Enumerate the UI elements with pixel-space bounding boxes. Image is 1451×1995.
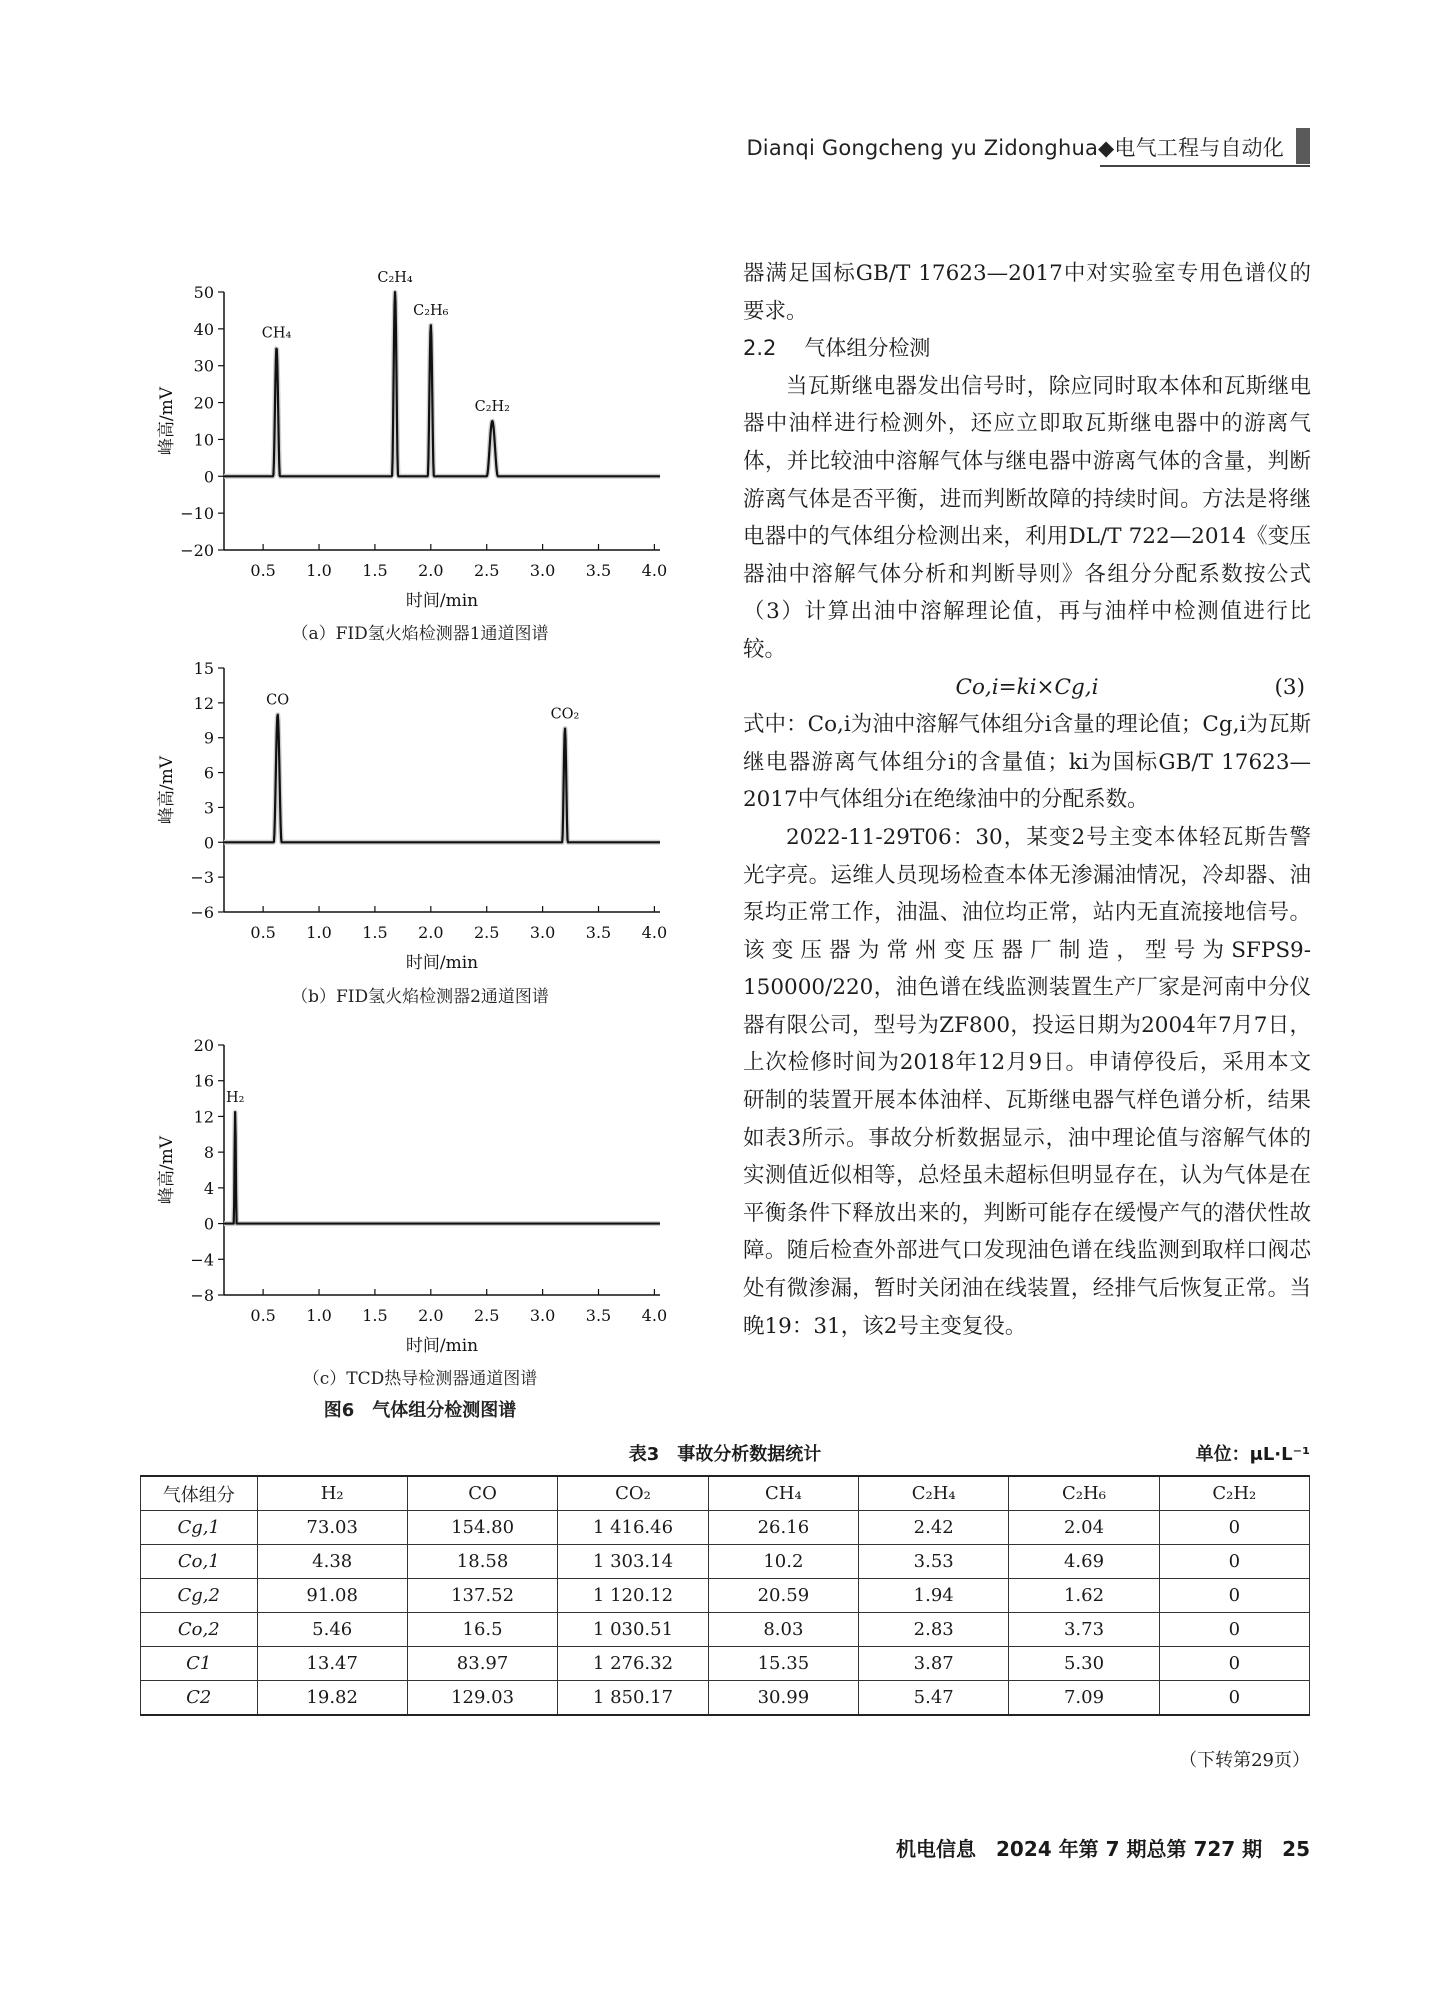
section-title: 气体组分检测	[804, 336, 931, 361]
continued-note: （下转第29页）	[1179, 1750, 1310, 1771]
y-axis-label: 峰高/mV	[157, 755, 177, 825]
table-cell: Co,2	[141, 1613, 258, 1647]
y-tick-label: 6	[203, 763, 214, 783]
table-cell: 2.42	[859, 1511, 1009, 1545]
data-table	[140, 1475, 1310, 1716]
body-column	[743, 255, 1311, 1345]
x-tick-label: 2.5	[473, 561, 500, 580]
paragraph-3: 2022-11-29T06：30，某变2号主变本体轻瓦斯告警光字亮。运维人员现场检查本体无渗漏油情况，冷却器、油泵均正常工作，油温、油位均正常，站内无直流接地信号。该变压器为常州变压器厂制造，型号为SFPS9-150000/220，油色谱在线监测装置生产厂家是河南中分仪器有限公司，型号为ZF800，投运日期为2004年7月7日，上次检修时间为2018年12月9日。申请停役后，采用本文研制的装置开展本体油样、瓦斯继电器气样色谱分析，结果如表3所示。事故分析数据显示，油中理论值与溶解气体的实测值近似相等，总烃虽未超标但明显存在，认为气体是在平衡条件下释放出来的，判断可能存在缓慢产气的潜伏性故障。随后检查外部进气口发现油色谱在线监测到取样口阀芯处有微渗漏，暂时关闭油在线装置，经排气后恢复正常。当晚19：31，该2号主变复役。	[743, 824, 1311, 1339]
x-tick-label: 2.0	[418, 561, 444, 580]
table-cell: C2	[141, 1681, 258, 1716]
y-tick-label: 20	[193, 393, 214, 413]
figure-panel-a	[157, 262, 680, 644]
y-tick-label: −10	[180, 504, 214, 524]
trace-halo	[224, 715, 660, 843]
table-cell: 129.03	[407, 1681, 557, 1716]
subcaption-a: （a）FID氢火焰检测器1通道图谱	[291, 624, 549, 644]
table-cell: 19.82	[257, 1681, 407, 1716]
x-tick-label: 2.0	[418, 923, 444, 942]
y-tick-label: 0	[203, 833, 214, 853]
y-tick-label: 12	[193, 1107, 214, 1127]
table-cell: 3.73	[1009, 1613, 1159, 1647]
x-tick-label: 3.0	[529, 561, 556, 580]
figure-panel-b	[157, 650, 680, 1007]
table-cell: Cg,1	[141, 1511, 258, 1545]
y-tick-label: 0	[203, 1214, 214, 1234]
y-tick-label: 8	[203, 1143, 214, 1163]
table-header-cell: C₂H₂	[1159, 1476, 1309, 1511]
table-cell: 10.2	[708, 1545, 858, 1579]
y-tick-label: 9	[203, 728, 214, 748]
peak-label: CO₂	[550, 706, 580, 723]
y-tick-label: −20	[180, 541, 214, 560]
section-number: 2.2	[743, 336, 777, 361]
y-tick-label: 0	[203, 467, 214, 487]
chart-tcd	[157, 1027, 680, 1362]
table-cell: 1 303.14	[558, 1545, 708, 1579]
table-row	[141, 1511, 1310, 1545]
table-cell: 1 030.51	[558, 1613, 708, 1647]
table-cell: C1	[141, 1647, 258, 1681]
peak-label: H₂	[225, 1089, 245, 1106]
header-bar	[1296, 128, 1310, 164]
subcaption-c: （c）TCD热导检测器通道图谱	[302, 1369, 538, 1389]
running-title: Dianqi Gongcheng yu Zidonghua◆电气工程与自动化	[746, 136, 1284, 160]
subcaption-b: （b）FID氢火焰检测器2通道图谱	[291, 987, 549, 1007]
table-cell: 4.38	[257, 1545, 407, 1579]
table-header-cell: C₂H₄	[859, 1476, 1009, 1511]
y-tick-label: 16	[193, 1071, 214, 1091]
x-tick-label: 1.0	[306, 923, 332, 942]
x-tick-label: 0.5	[250, 1306, 276, 1325]
table-row	[141, 1613, 1310, 1647]
paragraph-1: 当瓦斯继电器发出信号时，除应同时取本体和瓦斯继电器中油样进行检测外，还应立即取瓦斯继电器中的游离气体，并比较油中溶解气体与继电器中游离气体的含量，判断游离气体是否平衡，进而判断故障的持续时间。方法是将继电器中的气体组分检测出来，利用DL/T 722—2014《变压器油中溶解气体分析和判断导则》各组分分配系数按公式（3）计算出油中溶解理论值，再与油样中检测值进行比较。	[743, 373, 1311, 662]
table-cell: 3.87	[859, 1647, 1009, 1681]
table-cell: 15.35	[708, 1647, 858, 1681]
equation-number: (3)	[1274, 674, 1305, 700]
x-tick-label: 4.0	[641, 1306, 668, 1325]
table-cell: 0	[1159, 1545, 1309, 1579]
table-cell: 154.80	[407, 1511, 557, 1545]
peak-label: CO	[266, 692, 290, 709]
table-header-cell: CO₂	[558, 1476, 708, 1511]
table-row	[141, 1545, 1310, 1579]
table-cell: 4.69	[1009, 1545, 1159, 1579]
chart-fid-1	[157, 262, 680, 617]
y-axis-label: 峰高/mV	[157, 386, 177, 456]
page-footer: 机电信息 2024 年第 7 期总第 727 期 25	[896, 1837, 1310, 1861]
table-header-cell: C₂H₆	[1009, 1476, 1159, 1511]
trace-halo	[224, 1112, 660, 1223]
chromatogram-trace	[224, 1112, 660, 1223]
x-tick-label: 3.5	[585, 923, 612, 942]
peak-label: CH₄	[261, 325, 292, 342]
x-axis-label: 时间/min	[405, 1336, 479, 1356]
table-body	[141, 1511, 1310, 1716]
table-cell: 18.58	[407, 1545, 557, 1579]
x-tick-label: 4.0	[641, 561, 668, 580]
table-cell: 8.03	[708, 1613, 858, 1647]
table-title: 表3 事故分析数据统计	[628, 1444, 822, 1465]
x-tick-label: 0.5	[250, 923, 276, 942]
table-header-cell: CO	[407, 1476, 557, 1511]
table-cell: 26.16	[708, 1511, 858, 1545]
table-cell: 1.94	[859, 1579, 1009, 1613]
figure-caption: 图6 气体组分检测图谱	[323, 1400, 517, 1421]
table-header-cell: CH₄	[708, 1476, 858, 1511]
x-tick-label: 4.0	[641, 923, 668, 942]
table-cell: 2.04	[1009, 1511, 1159, 1545]
table-row	[141, 1579, 1310, 1613]
table-cell: Cg,2	[141, 1579, 258, 1613]
table-row	[141, 1681, 1310, 1716]
x-tick-label: 1.5	[362, 923, 388, 942]
table-row	[141, 1647, 1310, 1681]
table-cell: 3.53	[859, 1545, 1009, 1579]
x-axis-label: 时间/min	[405, 953, 479, 973]
table-cell: 0	[1159, 1613, 1309, 1647]
table-cell: 7.09	[1009, 1681, 1159, 1716]
table-cell: Co,1	[141, 1545, 258, 1579]
table-cell: 1 276.32	[558, 1647, 708, 1681]
equation-body: Co,i=ki×Cg,i	[955, 674, 1099, 700]
table-cell: 83.97	[407, 1647, 557, 1681]
table-header-cell: H₂	[257, 1476, 407, 1511]
peak-label: C₂H₄	[377, 270, 413, 286]
table-cell: 13.47	[257, 1647, 407, 1681]
x-tick-label: 2.5	[473, 1306, 500, 1325]
y-tick-label: 50	[193, 283, 214, 302]
header-rule	[1100, 165, 1310, 167]
table-cell: 137.52	[407, 1579, 557, 1613]
y-tick-label: −8	[190, 1286, 214, 1305]
chart-fid-2	[157, 650, 680, 980]
table-cell: 91.08	[257, 1579, 407, 1613]
paragraph-2: 式中：Co,i为油中溶解气体组分i含量的理论值；Cg,i为瓦斯继电器游离气体组分i的含量值；ki为国标GB/T 17623—2017中气体组分i在绝缘油中的分配系数。	[743, 712, 1311, 813]
x-axis-label: 时间/min	[405, 591, 479, 611]
y-tick-label: −3	[190, 868, 214, 888]
table-cell: 20.59	[708, 1579, 858, 1613]
running-header	[746, 128, 1310, 168]
paragraph-0: 器满足国标GB/T 17623—2017中对实验室专用色谱仪的要求。	[743, 261, 1311, 324]
chromatogram-trace	[224, 292, 660, 476]
x-tick-label: 2.0	[418, 1306, 444, 1325]
x-tick-label: 1.5	[362, 1306, 388, 1325]
y-axis-label: 峰高/mV	[157, 1135, 177, 1205]
x-tick-label: 3.0	[529, 1306, 556, 1325]
y-tick-label: −4	[190, 1250, 214, 1270]
table-cell: 16.5	[407, 1613, 557, 1647]
x-tick-label: 3.0	[529, 923, 556, 942]
y-tick-label: 30	[193, 356, 214, 376]
table-unit: 单位：μL·L⁻¹	[1195, 1444, 1310, 1465]
table-cell: 73.03	[257, 1511, 407, 1545]
table-cell: 30.99	[708, 1681, 858, 1716]
x-tick-label: 1.5	[362, 561, 388, 580]
table-header-cell: 气体组分	[141, 1476, 258, 1511]
table-cell: 0	[1159, 1681, 1309, 1716]
x-tick-label: 3.5	[585, 1306, 612, 1325]
table-cell: 0	[1159, 1511, 1309, 1545]
table-cell: 1.62	[1009, 1579, 1159, 1613]
y-tick-label: 4	[203, 1178, 214, 1198]
table-cell: 1 850.17	[558, 1681, 708, 1716]
chromatogram-trace	[224, 715, 660, 843]
x-tick-label: 1.0	[306, 1306, 332, 1325]
table-cell: 1 416.46	[558, 1511, 708, 1545]
y-tick-label: 40	[193, 319, 214, 339]
y-tick-label: 10	[193, 430, 214, 450]
table-cell: 2.83	[859, 1613, 1009, 1647]
x-tick-label: 0.5	[250, 561, 276, 580]
x-tick-label: 3.5	[585, 561, 612, 580]
table-cell: 1 120.12	[558, 1579, 708, 1613]
table-cell: 0	[1159, 1579, 1309, 1613]
table-cell: 5.46	[257, 1613, 407, 1647]
y-tick-label: 12	[193, 693, 214, 713]
table-header-row	[141, 1476, 1310, 1511]
table-cell: 5.30	[1009, 1647, 1159, 1681]
table-cell: 0	[1159, 1647, 1309, 1681]
trace-halo	[224, 292, 660, 476]
y-tick-label: 15	[193, 659, 214, 678]
peak-label: C₂H₆	[413, 303, 449, 320]
y-tick-label: 3	[203, 798, 214, 818]
x-tick-label: 2.5	[473, 923, 500, 942]
y-tick-label: −6	[190, 903, 214, 922]
figure-panel-c	[157, 1027, 680, 1389]
equation-3	[743, 669, 1311, 707]
y-tick-label: 20	[193, 1036, 214, 1055]
table-cell: 5.47	[859, 1681, 1009, 1716]
section-heading	[743, 330, 1311, 368]
x-tick-label: 1.0	[306, 561, 332, 580]
peak-label: C₂H₂	[474, 399, 510, 415]
